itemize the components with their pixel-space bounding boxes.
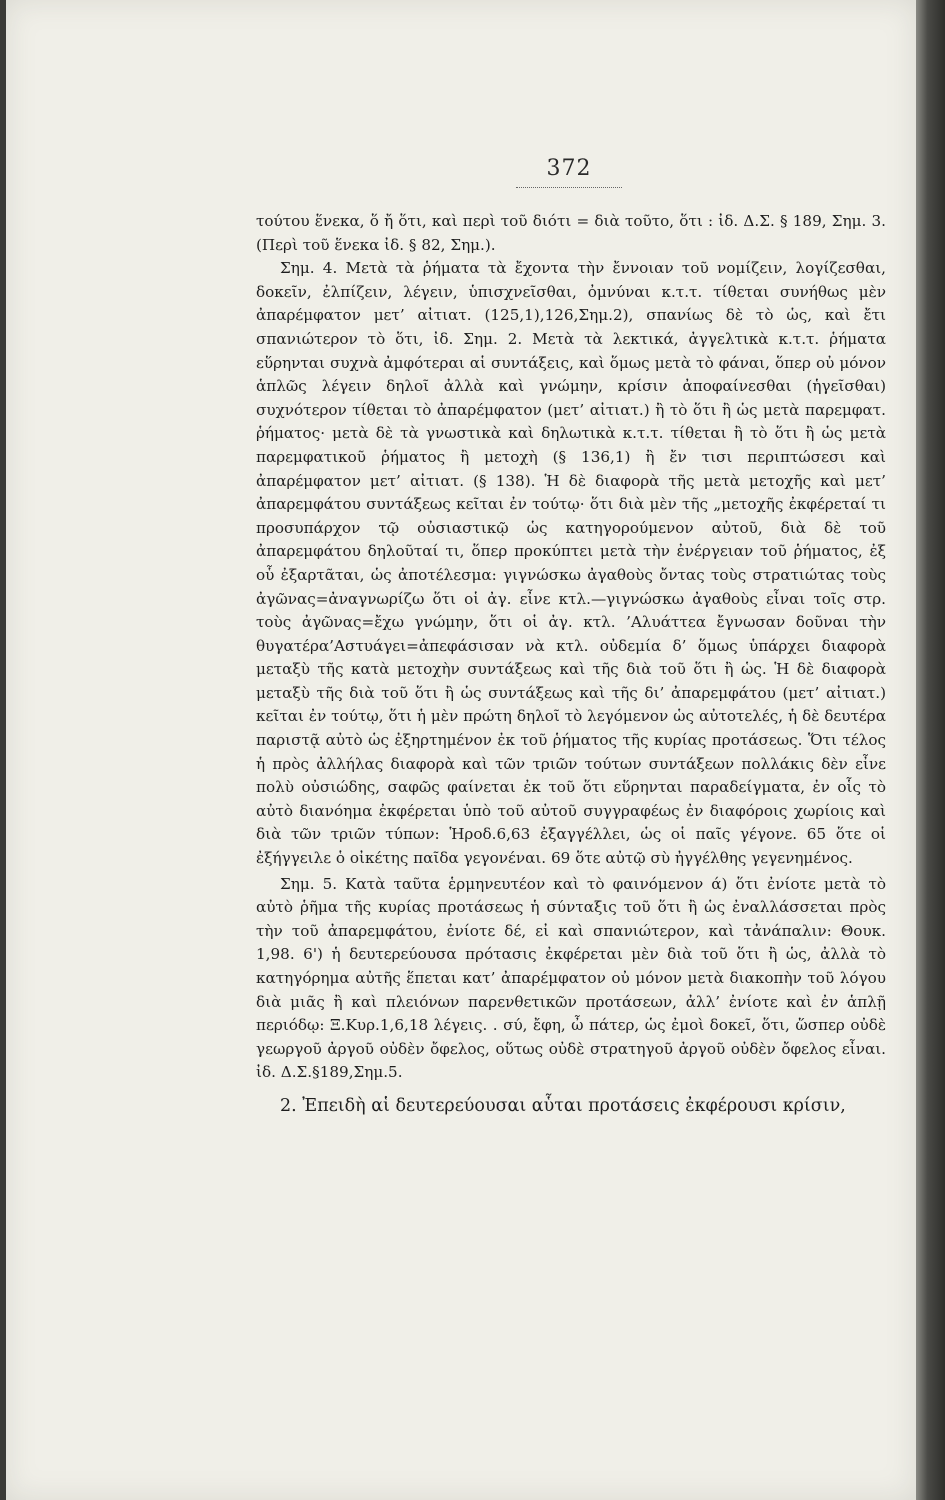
paragraph-continuation: τούτου ἕνεκα, ὅ ἤ ὅτι, καὶ περὶ τοῦ διότι = διὰ τοῦτο, ὅτι : ἰδ. Δ.Σ. § 189, Σημ. 3. (Περὶ τοῦ ἕνεκα ἰδ. § 82, Σημ.). bbox=[256, 212, 886, 254]
book-page bbox=[6, 0, 916, 1500]
paragraph-section-2: 2. Ἐπειδὴ αἱ δευτερεύουσαι αὗται προτάσεις ἐκφέρουσι κρίσιν, bbox=[280, 1095, 846, 1116]
paragraph-note-4: Σημ. 4. Μετὰ τὰ ῥήματα τὰ ἔχοντα τὴν ἔννοιαν τοῦ νομίζειν, λογίζεσθαι, δοκεῖν, ἐλπίζειν, λέγειν, ὑπισχνεῖσθαι, ὀμνύναι κ.τ.τ. τίθεται συνήθως μὲν ἀπαρέμφατον μετ’ αἰτιατ. (125,1),126,Σημ.2), σπανίως δὲ τὸ ὡς, καὶ ἔτι σπανιώτερον τὸ ὅτι, ἰδ. Σημ. 2. Μετὰ τὰ λεκτικά, ἀγγελτικὰ κ.τ.τ. ῥήματα εὕρηνται συχνὰ ἀμφότεραι αἱ συντάξεις, καὶ ὅμως μετὰ τὸ φάναι, ὅπερ οὐ μόνον ἁπλῶς λέγειν δηλοῖ ἀλλὰ καὶ γνώμην, κρίσιν ἀποφαίνεσθαι (ἡγεῖσθαι) συχνότερον τίθεται τὸ ἀπαρέμφατον (μετ’ αἰτιατ.) ἢ τὸ ὅτι ἢ ὡς μετὰ παρεμφατ. ῥήματος· μετὰ δὲ τὰ γνωστικὰ καὶ δηλωτικὰ κ.τ.τ. τίθεται ἢ τὸ ὅτι ἢ ὡς μετὰ παρεμφατικοῦ ῥήματος ἢ μετοχὴ (§ 136,1) ἢ ἔν τισι περιπτώσεσι καὶ ἀπαρέμφατον μετ’ αἰτιατ. (§ 138). Ἡ δὲ διαφορὰ τῆς μετὰ μετοχῆς καὶ μετ’ ἀπαρεμφάτου συντάξεως κεῖται ἐν τούτῳ· ὅτι διὰ μὲν τῆς „μετοχῆς ἐκφέρεταί τι προσυπάρχον τῷ οὐσιαστικῷ ὡς κατηγορούμενον αὐτοῦ, διὰ δὲ τοῦ ἀπαρεμφάτου δηλοῦταί τι, ὅπερ προκύπτει μετὰ τὴν ἐνέργειαν τοῦ ῥήματος, ἐξ οὗ ἐξαρτᾶται, ὡς ἀποτέλεσμα: γιγνώσκω ἀγαθοὺς ὄντας τοὺς στρατιώτας τοὺς ἀγῶνας=ἀναγνωρίζω ὅτι οἱ ἀγ. εἶνε κτλ.—γιγνώσκω ἀγαθοὺς εἶναι τοῖς στρ. τοὺς ἀγῶνας=ἔχω γνώμην, ὅτι οἱ ἀγ. κτλ. ’Αλυάττεα ἔγνωσαν δοῦναι τὴν θυγατέρα’Αστυάγει=ἀπεφάσισαν νὰ κτλ. οὐδεμία δ’ ὅμως ὑπάρχει διαφορὰ μεταξὺ τῆς κατὰ μετοχὴν συντάξεως καὶ τῆς διὰ τοῦ ὅτι ἢ ὡς. Ἡ δὲ διαφορὰ μεταξὺ τῆς διὰ τοῦ ὅτι ἢ ὡς συντάξεως καὶ τῆς δι’ ἀπαρεμφάτου (μετ’ αἰτιατ.) κεῖται ἐν τούτῳ, ὅτι ἡ μὲν πρώτη δηλοῖ τὸ λεγόμενον ὡς αὐτοτελές, ἡ δὲ δευτέρα παριστᾷ αὐτὸ ὡς ἐξηρτημένον ἐκ τοῦ ῥήματος τῆς κυρίας προτάσεως. Ὅτι τέλος ἡ πρὸς ἀλλήλας διαφορὰ καὶ τῶν τριῶν τούτων συντάξεων πολλάκις δὲν εἶνε πολὺ οὐσιώδης, σαφῶς φαίνεται ἐκ τοῦ ὅτι εὕρηνται παραδείγματα, ἐν οἷς τὸ αὐτὸ διανόημα ἐκφέρεται ὑπὸ τοῦ αὐτοῦ συγγραφέως ἐν διαφόροις χωρίοις καὶ διὰ τῶν τριῶν τύπων: Ἡροδ.6,63 ἐξαγγέλλει, ὡς οἱ παῖς γέγονε. 65 ὅτε οἱ ἐξήγγειλε ὁ οἰκέτης παῖδα γεγονέναι. 69 ὅτε αὐτῷ σὺ ἠγγέλθης γεγενημένος. bbox=[256, 259, 886, 868]
body-text bbox=[256, 210, 886, 1119]
paragraph-note-5: Σημ. 5. Κατὰ ταῦτα ἑρμηνευτέον καὶ τὸ φαινόμενον ά) ὅτι ἐνίοτε μετὰ τὸ αὐτὸ ῥῆμα τῆς κυρίας προτάσεως ἡ σύνταξις τοῦ ὅτι ἢ ὡς ἐναλλάσσεται πρὸς τὴν τοῦ ἀπαρεμφάτου, ἐνίοτε δέ, εἰ καὶ σπανιώτερον, καὶ τἀνάπαλιν: Θουκ. 1,98. 6') ἡ δευτερεύουσα πρότασις ἐκφέρεται μὲν διὰ τοῦ ὅτι ἢ ὡς, ἀλλὰ τὸ κατηγόρημα αὐτῆς ἕπεται κατ’ ἀπαρέμφατον οὐ μόνον μετὰ διακοπὴν τοῦ λόγου διὰ μιᾶς ἢ καὶ πλειόνων παρενθετικῶν προτάσεων, ἀλλ’ ἐνίοτε καὶ ἐν ἁπλῇ περιόδῳ: Ξ.Κυρ.1,6,18 λέγεις. . σύ, ἔφη, ὦ πάτερ, ὡς ἐμοὶ δοκεῖ, ὅτι, ὥσπερ οὐδὲ γεωργοῦ ἀργοῦ οὐδὲν ὄφελος, οὕτως οὐδὲ στρατηγοῦ ἀργοῦ οὐδὲν ὄφελος εἶναι. ἰδ. Δ.Σ.§189,Σημ.5. bbox=[256, 874, 886, 1082]
page-edge-shadow bbox=[916, 0, 945, 1500]
page-number: 372 bbox=[516, 156, 622, 188]
